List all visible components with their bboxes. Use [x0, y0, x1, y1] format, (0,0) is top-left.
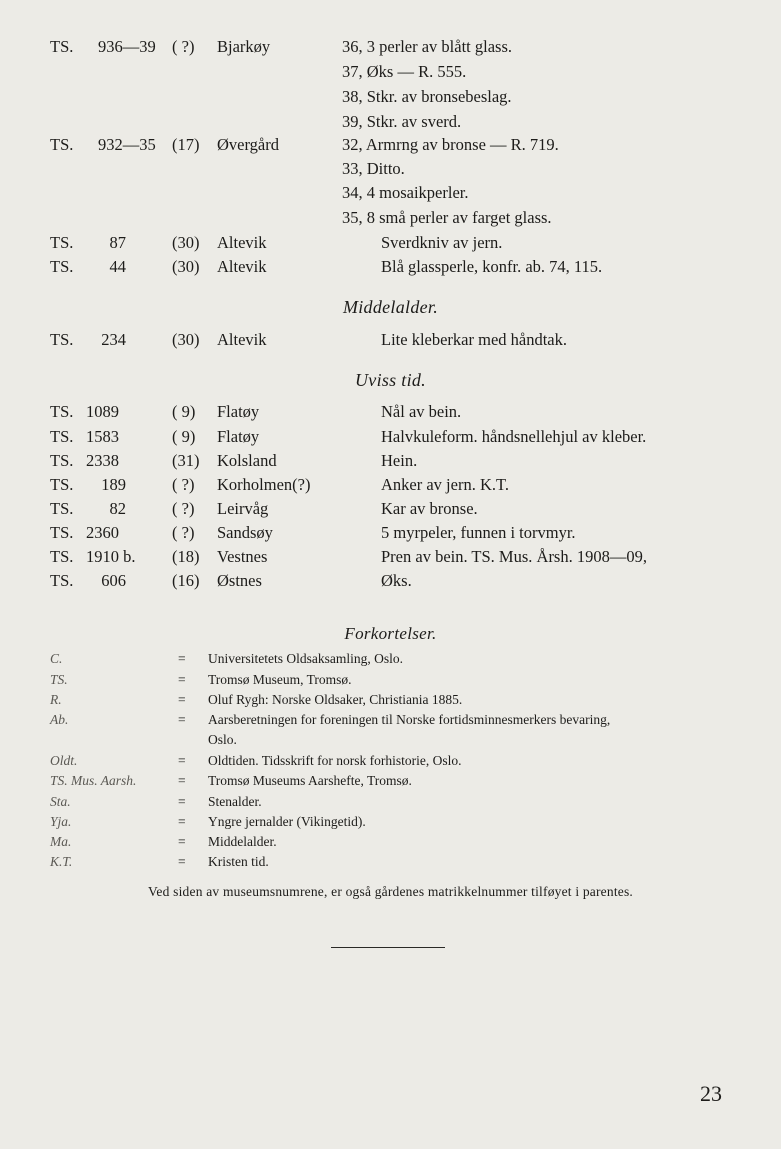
page-number: 23 — [700, 1081, 722, 1106]
place-name: Leirvåg — [217, 499, 269, 518]
entry-row — [0, 425, 781, 449]
ts-label: TS. — [50, 523, 74, 542]
entry-row — [0, 473, 781, 497]
farm-number: (18) — [172, 547, 200, 566]
entry-row — [0, 206, 781, 230]
item-description: Halvkuleform. håndsnellehjul av kleber. — [381, 427, 647, 446]
equals-sign: = — [178, 712, 186, 727]
abbreviation-definition: Universitetets Oldsaksamling, Oslo. — [208, 651, 403, 666]
item-description: 36, 3 perler av blått glass. — [342, 37, 512, 56]
item-description: 35, 8 små perler av farget glass. — [342, 208, 552, 227]
abbreviation-definition: Middelalder. — [208, 834, 277, 849]
ts-label: TS. — [50, 427, 74, 446]
abbreviation-key: TS. Mus. Aarsh. — [50, 773, 137, 788]
farm-number: ( ?) — [172, 37, 195, 56]
abbreviation-key: TS. — [50, 672, 68, 687]
abbreviation-row — [0, 831, 781, 852]
abbreviation-row — [0, 709, 781, 730]
farm-number: (17) — [172, 135, 200, 154]
ts-label: TS. — [50, 37, 74, 56]
place-name: Sandsøy — [217, 523, 273, 542]
ts-label: TS. — [50, 330, 74, 349]
abbreviation-key: Oldt. — [50, 753, 78, 768]
farm-number: ( ?) — [172, 499, 195, 518]
footnote: Ved siden av museumsnumrene, er også gårdenes matrikkelnummer tilføyet i parentes. — [147, 884, 633, 899]
divider — [331, 947, 445, 948]
item-description: 5 myrpeler, funnen i torvmyr. — [381, 523, 576, 542]
abbreviation-definition: Yngre jernalder (Vikingetid). — [208, 814, 366, 829]
section-heading-middelalder: Middelalder. — [342, 297, 439, 317]
item-description: 37, Øks — R. 555. — [342, 62, 467, 81]
ts-label: TS. — [50, 571, 74, 590]
museum-number: 936—39 — [98, 37, 156, 56]
ts-label: TS. — [50, 135, 74, 154]
abbreviation-row — [0, 851, 781, 872]
abbreviation-definition: Oluf Rygh: Norske Oldsaker, Christiania 1885. — [208, 692, 463, 707]
abbreviation-key: K.T. — [50, 854, 73, 869]
abbreviation-row — [0, 770, 781, 791]
entry-row — [0, 133, 781, 157]
section-heading-forkortelser: Forkortelser. — [344, 624, 437, 643]
item-description: Øks. — [381, 571, 412, 590]
entry-row — [0, 255, 781, 279]
museum-number: 189 — [101, 475, 126, 494]
entry-row — [0, 110, 781, 134]
abbreviation-key: R. — [50, 692, 62, 707]
museum-number: 932—35 — [98, 135, 156, 154]
abbreviation-row — [0, 791, 781, 812]
place-name: Korholmen(?) — [217, 475, 311, 494]
equals-sign: = — [178, 672, 186, 687]
abbreviation-row — [0, 811, 781, 832]
item-description: 32, Armrng av bronse — R. 719. — [342, 135, 559, 154]
abbreviation-row — [0, 669, 781, 690]
entry-row — [0, 85, 781, 109]
entry-row — [0, 521, 781, 545]
ts-label: TS. — [50, 451, 74, 470]
entry-row — [0, 181, 781, 205]
ts-label: TS. — [50, 402, 74, 421]
ts-label: TS. — [50, 475, 74, 494]
equals-sign: = — [178, 794, 186, 809]
abbreviation-definition: Stenalder. — [208, 794, 262, 809]
section-heading-uviss-tid: Uviss tid. — [354, 370, 426, 390]
abbreviation-key: Yja. — [50, 814, 72, 829]
entry-row — [0, 545, 781, 569]
equals-sign: = — [178, 773, 186, 788]
place-name: Flatøy — [217, 402, 260, 421]
abbreviation-definition: Oldtiden. Tidsskrift for norsk forhistorie, Oslo. — [208, 753, 462, 768]
farm-number: (30) — [172, 330, 200, 349]
item-description: Pren av bein. TS. Mus. Årsh. 1908—09, — [381, 547, 647, 566]
place-name: Vestnes — [217, 547, 268, 566]
ts-label: TS. — [50, 233, 74, 252]
equals-sign: = — [178, 834, 186, 849]
entry-row — [0, 35, 781, 59]
abbreviation-definition: Oslo. — [208, 732, 237, 747]
museum-number: 1089 — [86, 402, 119, 421]
ts-label: TS. — [50, 547, 74, 566]
item-description: Lite kleberkar med håndtak. — [381, 330, 568, 349]
ts-label: TS. — [50, 257, 74, 276]
entry-row — [0, 60, 781, 84]
farm-number: (16) — [172, 571, 200, 590]
abbreviation-key: Ab. — [50, 712, 69, 727]
place-name: Østnes — [217, 571, 262, 590]
ts-label: TS. — [50, 499, 74, 518]
place-name: Altevik — [217, 330, 267, 349]
item-description: 34, 4 mosaikperler. — [342, 183, 469, 202]
abbreviation-definition: Aarsberetningen for foreningen til Norske fortidsminnesmerkers bevaring, — [208, 712, 611, 727]
museum-number: 82 — [109, 499, 126, 518]
farm-number: ( 9) — [172, 402, 196, 421]
farm-number: (31) — [172, 451, 200, 470]
abbreviation-key: Sta. — [50, 794, 71, 809]
item-description: Hein. — [381, 451, 418, 470]
place-name: Øvergård — [217, 135, 280, 154]
abbreviation-definition: Kristen tid. — [208, 854, 269, 869]
item-description: Sverdkniv av jern. — [381, 233, 503, 252]
museum-number: 234 — [101, 330, 126, 349]
place-name: Bjarkøy — [217, 37, 271, 56]
abbreviation-key: C. — [50, 651, 63, 666]
abbreviation-row — [0, 648, 781, 669]
entry-row — [0, 157, 781, 181]
equals-sign: = — [178, 854, 186, 869]
abbreviation-key: Ma. — [50, 834, 72, 849]
farm-number: (30) — [172, 233, 200, 252]
entry-row — [0, 449, 781, 473]
abbreviation-row — [0, 750, 781, 771]
museum-number: 44 — [109, 257, 126, 276]
place-name: Altevik — [217, 257, 267, 276]
abbreviation-definition: Tromsø Museums Aarshefte, Tromsø. — [208, 773, 412, 788]
item-description: Blå glassperle, konfr. ab. 74, 115. — [381, 257, 603, 276]
item-description: 39, Stkr. av sverd. — [342, 112, 462, 131]
museum-number: 2338 — [86, 451, 119, 470]
entry-row — [0, 328, 781, 352]
farm-number: ( ?) — [172, 523, 195, 542]
farm-number: ( 9) — [172, 427, 196, 446]
farm-number: ( ?) — [172, 475, 195, 494]
entry-row — [0, 400, 781, 424]
abbreviation-row — [0, 689, 781, 710]
museum-number: 1583 — [86, 427, 119, 446]
item-description: Kar av bronse. — [381, 499, 478, 518]
equals-sign: = — [178, 753, 186, 768]
item-description: 38, Stkr. av bronsebeslag. — [342, 87, 512, 106]
equals-sign: = — [178, 814, 186, 829]
abbreviation-definition: Tromsø Museum, Tromsø. — [208, 672, 352, 687]
equals-sign: = — [178, 692, 186, 707]
museum-number: 1910 b. — [86, 547, 136, 566]
entry-row — [0, 569, 781, 593]
item-description: Anker av jern. K.T. — [381, 475, 509, 494]
place-name: Flatøy — [217, 427, 260, 446]
equals-sign: = — [178, 651, 186, 666]
farm-number: (30) — [172, 257, 200, 276]
place-name: Kolsland — [217, 451, 277, 470]
museum-number: 2360 — [86, 523, 119, 542]
place-name: Altevik — [217, 233, 267, 252]
museum-number: 606 — [101, 571, 126, 590]
item-description: Nål av bein. — [381, 402, 462, 421]
item-description: 33, Ditto. — [342, 159, 405, 178]
abbreviation-row — [0, 729, 781, 750]
museum-number: 87 — [109, 233, 126, 252]
entry-row — [0, 497, 781, 521]
entry-row — [0, 231, 781, 255]
